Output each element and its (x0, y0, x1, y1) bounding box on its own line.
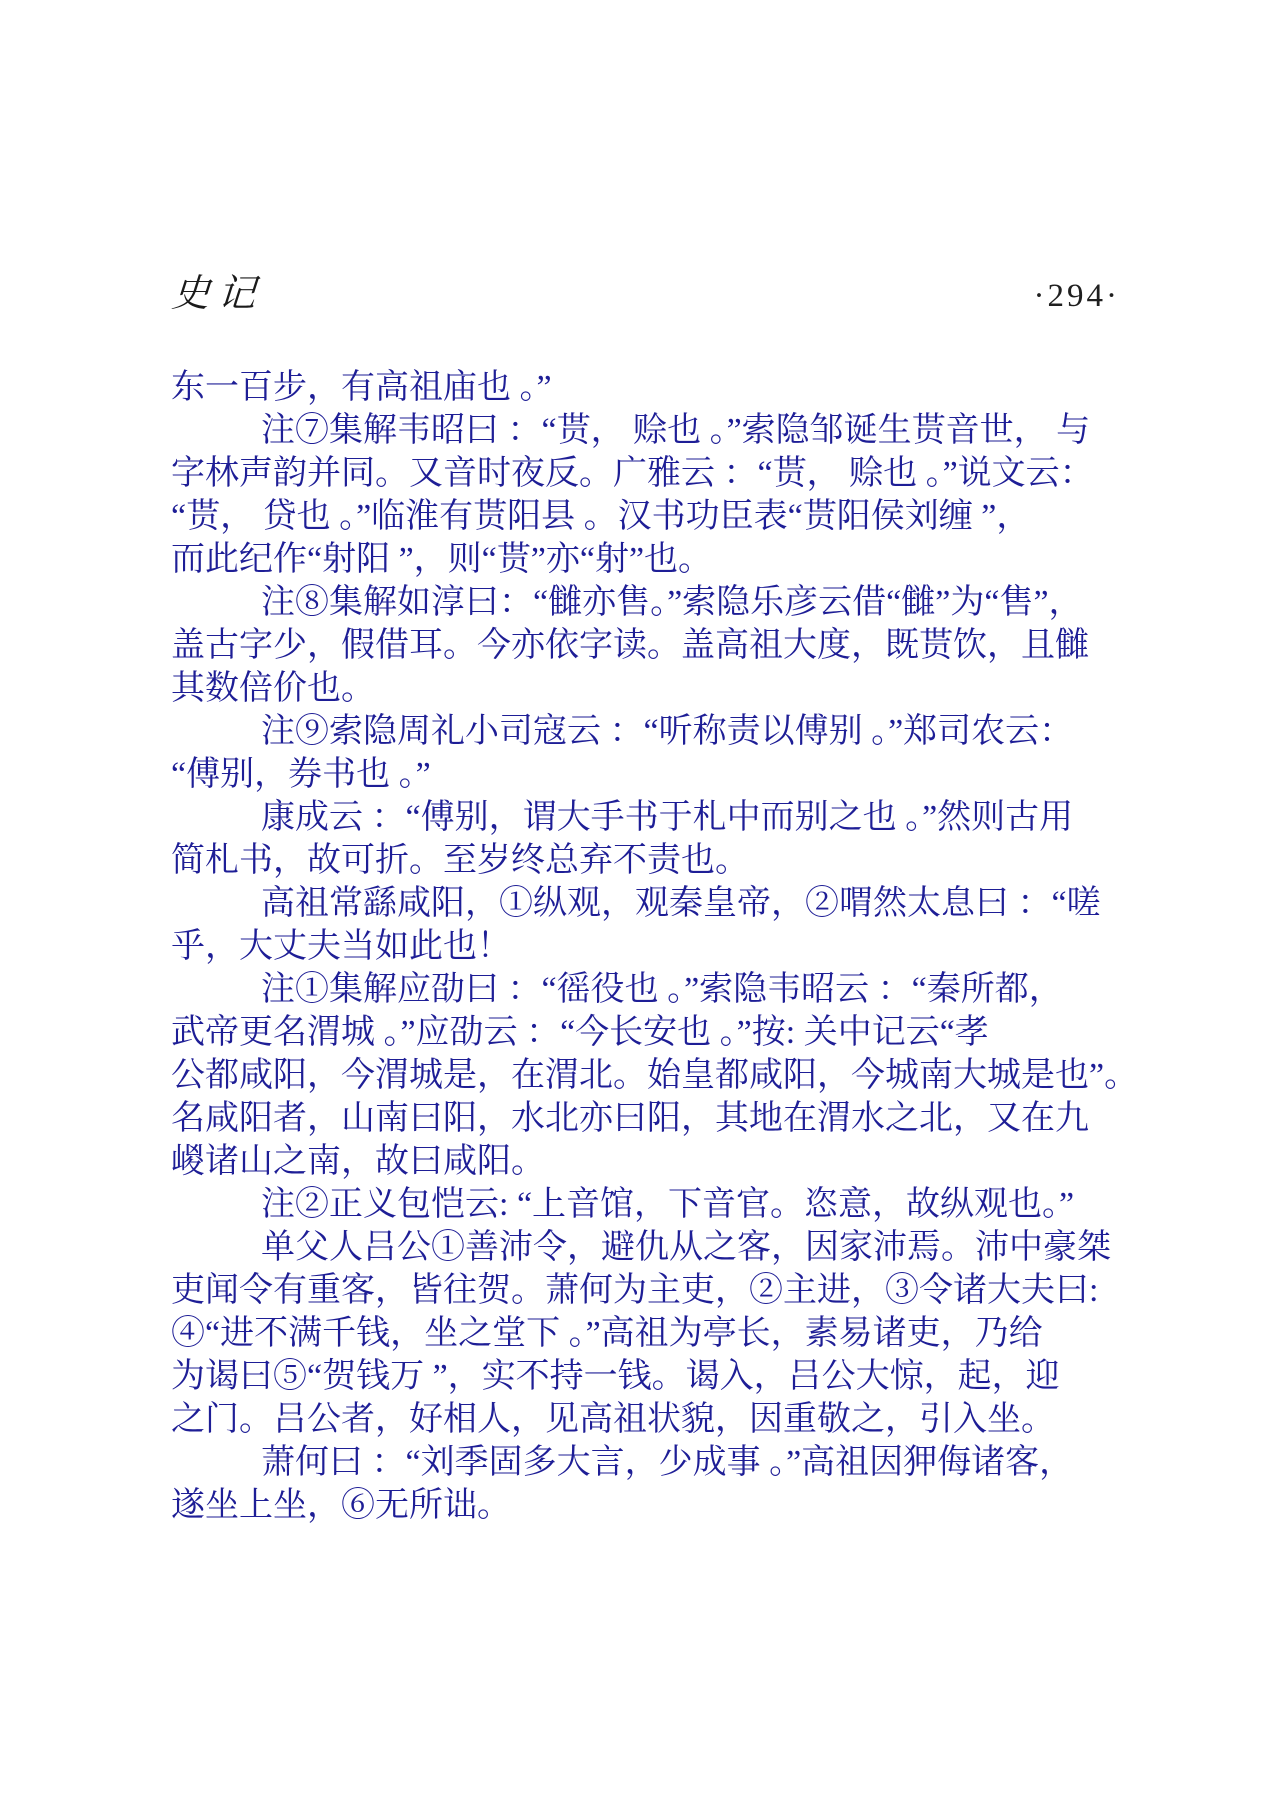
text-line: 康成云 ：“傅别，谓大手书于札中而别之也 。”然则古用 (261, 799, 1074, 836)
text-line: 为谒曰⑤“贺钱万 ”，实不持一钱。谒入，吕公大惊，起，迎 (171, 1358, 1060, 1395)
book-title: 史记 (170, 273, 266, 315)
text-line: 武帝更名渭城 。”应劭云 ：“今长安也 。”按: 关中记云“孝 (171, 1014, 989, 1051)
text-line: 萧何曰 ：“刘季固多大言，少成事 。”高祖因狎侮诸客， (261, 1444, 1074, 1481)
text-line: 而此纪作“射阳 ”，则“贳”亦“射”也。 (171, 541, 713, 578)
text-line: 高祖常繇咸阳，①纵观，观秦皇帝，②喟然太息曰 ：“嗟 (261, 885, 1101, 922)
text-line: 公都咸阳，今渭城是，在渭北。始皇都咸阳，今城南大城是也”。 (171, 1057, 1139, 1094)
text-line: 其数倍价也。 (171, 670, 375, 707)
text-line: 吏闻令有重客，皆往贺。萧何为主吏，②主进，③令诸大夫曰: (171, 1272, 1099, 1309)
text-line: 之门。吕公者，好相人，见高祖状貌，因重敬之，引入坐。 (171, 1401, 1055, 1438)
text-line: 单父人吕公①善沛令，避仇从之客，因家沛焉。沛中豪桀 (261, 1229, 1111, 1266)
text-line: 注⑧集解如淳曰：“雠亦售。”索隐乐彦云借“雠”为“售”， (261, 584, 1083, 621)
text-line: “贳， 贷也 。”临淮有贳阳县 。汉书功臣表“贳阳侯刘缠 ”， (171, 498, 1031, 535)
text-line: 嵕诸山之南，故曰咸阳。 (171, 1143, 545, 1180)
page-number: ·294· (1033, 278, 1120, 314)
text-line: 名咸阳者，山南曰阳，水北亦曰阳，其地在渭水之北，又在九 (171, 1100, 1089, 1137)
text-line: 注①集解应劭曰 ：“徭役也 。”索隐韦昭云 ：“秦所都， (261, 971, 1063, 1008)
text-line: 注⑦集解韦昭曰 ：“贳， 赊也 。”索隐邹诞生贳音世， 与 (261, 412, 1091, 449)
page-header (172, 262, 1120, 317)
text-line: 盖古字少，假借耳。今亦依字读。盖高祖大度，既贳饮，且雠 (171, 627, 1089, 664)
text-line: ④“进不满千钱，坐之堂下 。”高祖为亭长，素易诸吏，乃给 (171, 1315, 1043, 1352)
text-line: 简札书，故可折。至岁终总弃不责也。 (171, 842, 749, 879)
text-line: 东一百步，有高祖庙也 。” (171, 369, 552, 406)
text-line: 乎，大丈夫当如此也！ (171, 928, 511, 965)
body-text (171, 366, 1139, 1527)
text-line: 注②正义包恺云: “上音馆，下音官。恣意，故纵观也。” (261, 1186, 1075, 1223)
text-line: “傅别，券书也 。” (171, 756, 431, 793)
text-line: 注⑨索隐周礼小司寇云 ：“听称责以傅别 。”郑司农云： (261, 713, 1074, 750)
text-line: 字林声韵并同。又音时夜反。广雅云 ：“贳， 赊也 。”说文云： (171, 455, 1094, 492)
text-line: 遂坐上坐，⑥无所诎。 (171, 1487, 511, 1524)
